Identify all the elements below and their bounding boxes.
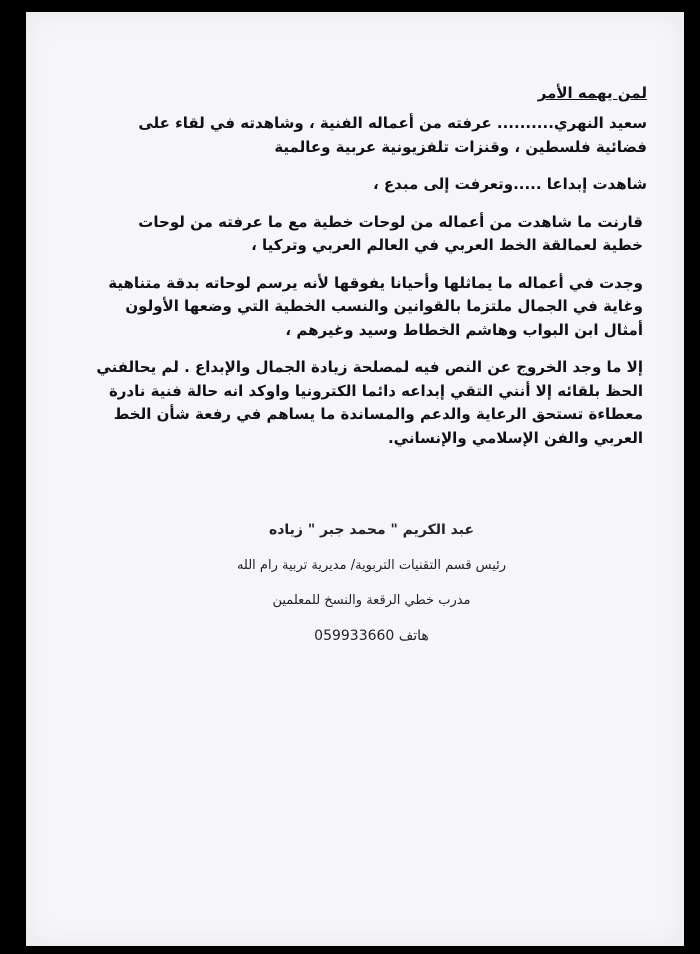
phone-number: 059933660 — [314, 628, 395, 644]
paragraph-1: سعيد النهري.......... عرفته من أعماله الفنية ، وشاهدته في لقاء على فضائية فلسطين ، وقنزات تلفزيونية عربية وعالمية — [138, 114, 647, 156]
letter-heading: لمن يهمه الأمر — [537, 84, 647, 102]
signature-block — [96, 522, 647, 644]
paragraph-4: وجدت في أعماله ما يماثلها وأحيانا يفوقها لأنه يرسم لوحاته بدقة متناهية وغاية في الجمال ملتزما بالقوانين والنسب الخطية التي وضعها الأولون أمثال ابن البواب وهاشم الخطاط وسيد وغيرهم ، — [108, 273, 643, 339]
signer-name: عبد الكريم " محمد جبر " زياده — [268, 522, 475, 538]
signer-role: مدرب خطي الرقعة والنسخ للمعلمين — [272, 593, 471, 608]
letter-body — [96, 84, 647, 464]
paragraph-2: شاهدت إبداعا .....وتعرفت إلى مبدع ، — [372, 175, 647, 193]
signer-phone — [96, 628, 647, 644]
paragraph-5: إلا ما وجد الخروج عن النص فيه لمصلحة زيادة الجمال والإبداع . لم يحالفني الحظ بلقائه إلا أنني التقي إبداعه دائما الكترونيا واوكد انه حالة فنية نادرة معطاءة تستحق الرعاية والدعم والمساندة ما يساهم في رفعة شأن الخط العربي والفن الإسلامي والإنساني. — [96, 358, 643, 447]
paragraph-3: قارنت ما شاهدت من أعماله من لوحات خطية مع ما عرفته من لوحات خطية لعمالقة الخط العربي في العالم العربي وتركيا ، — [138, 212, 643, 254]
phone-label: هاتف — [398, 628, 429, 644]
signer-title: رئيس قسم التقنيات التربوية/ مديرية تربية رام الله — [236, 558, 507, 573]
